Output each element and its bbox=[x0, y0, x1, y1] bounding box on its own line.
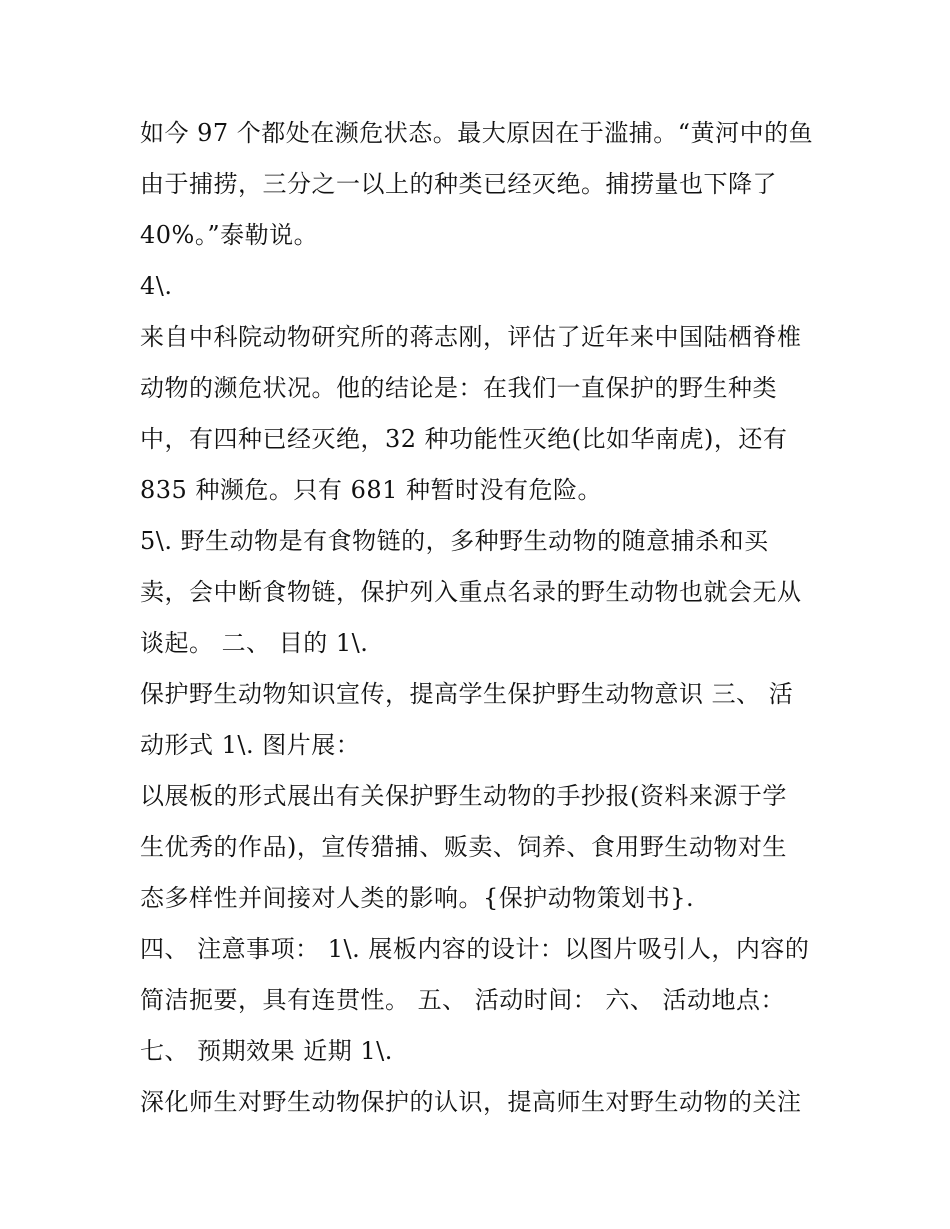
text-line: 由于捕捞，三分之一以上的种类已经灭绝。捕捞量也下降了 bbox=[140, 170, 777, 198]
text-line: 中，有四种已经灭绝，32 种功能性灭绝(比如华南虎)，还有 bbox=[140, 425, 788, 453]
text-line: 七、 预期效果 近期 1\. bbox=[140, 1037, 393, 1065]
text-line: 以展板的形式展出有关保护野生动物的手抄报(资料来源于学 bbox=[140, 782, 787, 810]
text-line: 简洁扼要，具有连贯性。 五、 活动时间： 六、 活动地点： bbox=[140, 986, 786, 1014]
text-line: 来自中科院动物研究所的蒋志刚，评估了近年来中国陆栖脊椎 bbox=[140, 323, 802, 351]
document-body bbox=[140, 108, 830, 1128]
text-line: 5\. 野生动物是有食物链的，多种野生动物的随意捕杀和买 bbox=[140, 527, 769, 555]
text-line: 动物的濒危状况。他的结论是：在我们一直保护的野生种类 bbox=[140, 374, 777, 402]
text-line: 保护野生动物知识宣传，提高学生保护野生动物意识 三、 活 bbox=[140, 680, 794, 708]
text-line: 如今 97 个都处在濒危状态。最大原因在于滥捕。“黄河中的鱼 bbox=[140, 119, 814, 147]
text-line: 谈起。 二、 目的 1\. bbox=[140, 629, 369, 657]
text-line: 4\. bbox=[140, 272, 173, 300]
text-line: 深化师生对野生动物保护的认识，提高师生对野生动物的关注 bbox=[140, 1088, 802, 1116]
text-line: 态多样性并间接对人类的影响。{保护动物策划书}. bbox=[140, 884, 695, 912]
text-line: 卖，会中断食物链，保护列入重点名录的野生动物也就会无从 bbox=[140, 578, 802, 606]
text-line: 835 种濒危。只有 681 种暂时没有危险。 bbox=[140, 476, 603, 504]
text-line: 生优秀的作品)，宣传猎捕、贩卖、饲养、食用野生动物对生 bbox=[140, 833, 787, 861]
text-line: 四、 注意事项： 1\. 展板内容的设计：以图片吸引人，内容的 bbox=[140, 935, 810, 963]
text-line: 40%。”泰勒说。 bbox=[140, 221, 319, 249]
text-line: 动形式 1\. 图片展： bbox=[140, 731, 361, 759]
